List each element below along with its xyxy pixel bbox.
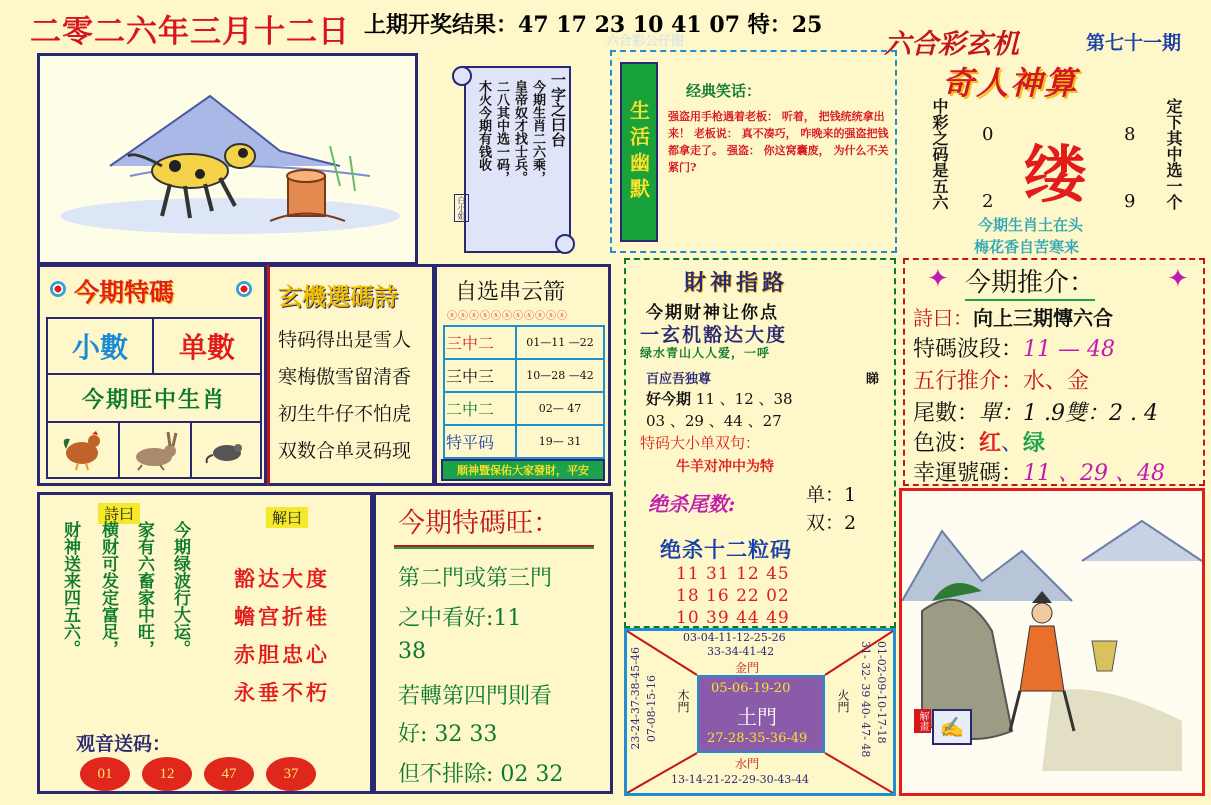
dog-stump-illustration xyxy=(40,56,415,262)
shiyue-box xyxy=(37,492,373,794)
wang-divider xyxy=(394,545,594,549)
target-icon-right xyxy=(236,281,252,297)
sparkle-icon-left: ✦ xyxy=(927,264,949,294)
tuijie-row-label: 詩曰： xyxy=(913,306,973,330)
poem-line-4: 双数合单灵码现 xyxy=(278,440,412,462)
qiren-title: 奇人神算 xyxy=(942,64,1079,102)
scroll-line-3: 二八其中选一码， xyxy=(494,80,509,184)
rat-icon xyxy=(203,435,249,465)
mu-door-label: 木門 xyxy=(676,689,690,713)
jin-nums-2: 33-34-41-42 xyxy=(707,645,775,658)
old-man-painting xyxy=(902,491,1202,793)
tuijie-row-label: 幸運號碼： xyxy=(913,461,1024,486)
sebo-green: 绿 xyxy=(1023,430,1046,456)
caishen-line6: 03 、29 、44 、27 xyxy=(646,412,782,430)
tuijie-row-label: 特碼波段： xyxy=(913,337,1024,362)
chuan-row xyxy=(444,359,604,392)
tuijie-row-weishu xyxy=(913,396,1158,427)
mu-nums-2: 23-24-37-38-45-46 xyxy=(629,647,642,750)
tuijie-row-poem xyxy=(913,302,1113,331)
last-result-label: 上期开奖结果： xyxy=(364,12,519,38)
tu-nums-bottom: 27-28-35-36-49 xyxy=(707,731,808,746)
huo-nums-1: 01-02-09-10-17-18 xyxy=(875,641,888,744)
special-label: 特： xyxy=(747,12,792,38)
wang-line-2: 之中看好:11 xyxy=(398,606,522,631)
wang-line-3: 38 xyxy=(398,639,426,664)
shiyue-label: 詩曰 xyxy=(98,503,140,524)
kill-row-1: 11 31 12 45 xyxy=(676,564,790,584)
painting-box xyxy=(899,488,1205,796)
target-icon-left xyxy=(50,281,66,297)
poem-line-3: 初生牛仔不怕虎 xyxy=(278,403,412,425)
chuan-row-label: 二中二 xyxy=(444,392,516,425)
dog-illustration-box xyxy=(37,53,418,265)
shui-nums: 13-14-21-22-29-30-43-44 xyxy=(671,773,809,786)
kill-row-2: 18 16 22 02 xyxy=(676,586,790,606)
wang-title: 今期特碼旺： xyxy=(398,508,560,539)
joke-heading: 经典笑话： xyxy=(686,82,762,100)
tuijie-row-wuxing xyxy=(913,364,1089,395)
chuan-row-label: 特平码 xyxy=(444,425,516,458)
chuan-row-label: 三中三 xyxy=(444,359,516,392)
chuan-row xyxy=(444,326,604,359)
tuijie-row-boduan xyxy=(913,332,1115,363)
kill-title: 绝杀十二粒码 xyxy=(660,537,792,562)
wang-line-5: 好: 32 33 xyxy=(398,722,498,747)
qiren-digit-br: 9 xyxy=(1124,191,1136,212)
caishen-line2: 一玄机豁达大度 xyxy=(640,324,788,346)
wang-cell xyxy=(46,373,262,423)
tema-box xyxy=(37,264,267,486)
basket-icon xyxy=(1092,641,1117,671)
tuijie-row-value: 水、金 xyxy=(1023,369,1090,394)
tuijie-row-sebo xyxy=(913,426,1045,457)
caishen-box xyxy=(624,258,896,628)
chuan-row-value: 10—28 —42 xyxy=(516,359,604,392)
caishen-line5 xyxy=(646,388,793,409)
caishen-title: 財神指路 xyxy=(684,270,789,296)
chuan-table xyxy=(443,325,605,459)
huo-nums-2: 31- 32- 39 40- 47- 48 xyxy=(859,641,872,758)
jieyue-label: 解曰 xyxy=(266,507,308,528)
scroll-seal: 白小姐 xyxy=(454,194,469,222)
scroll-line-1: 今期生肖二六乘， xyxy=(530,80,545,184)
qiren-left-text: 中彩之码是五六 xyxy=(930,98,949,210)
rat-cell xyxy=(190,421,262,479)
guanyin-ball: 01 xyxy=(80,757,130,791)
hand-writing-icon: ✍ xyxy=(932,709,972,745)
qiren-line2: 梅花香自苦寒来 xyxy=(974,238,1080,256)
tu-nums-top: 05-06-19-20 xyxy=(711,681,791,696)
poem-box xyxy=(267,264,435,486)
jin-door-label: 金門 xyxy=(735,661,760,675)
chuan-box xyxy=(434,264,611,486)
chuan-row-value: 19— 31 xyxy=(516,425,604,458)
small-label: 小數 xyxy=(71,331,128,364)
chuan-title: 自选串云箭 xyxy=(455,280,566,305)
guanyin-ball: 37 xyxy=(266,757,316,791)
tail-double: 双：2 xyxy=(806,512,857,534)
qiren-line1: 今期生肖土在头 xyxy=(978,216,1084,234)
chuan-arrows: ⓢⓢⓢⓢⓢⓢⓢⓢⓢⓢⓢ xyxy=(447,311,568,322)
last-result-numbers: 47 17 23 10 41 07 xyxy=(518,12,741,38)
watermark-text: 六合彩公仔图 xyxy=(606,34,685,49)
small-cell xyxy=(46,317,154,375)
chuan-footer: 顺神暨保佑大家發財，平安 xyxy=(441,459,605,481)
jin-nums-1: 03-04-11-12-25-26 xyxy=(683,631,786,644)
qiren-digit-tr: 8 xyxy=(1124,124,1136,145)
caishen-line1: 今期财神让你点 xyxy=(646,303,779,323)
joke-text: 强盗用手枪遇着老板： 听着， 把钱统统拿出来！ 老板说： 真不凑巧， 咋晚来的强盗把钱都拿走了。 强盗： 你这窝囊废， 为什么不关紧门? xyxy=(668,110,889,174)
caishen-line7: 特码大小单双句： xyxy=(640,434,761,452)
tuijie-row-label: 色波： xyxy=(913,431,980,456)
joke-vertical-title: 生活幽默 xyxy=(620,62,658,242)
guanyin-ball: 12 xyxy=(142,757,192,791)
brand-title: 六合彩玄机 xyxy=(884,29,1019,60)
tema-title: 今期特碼 xyxy=(74,278,175,307)
tuijie-row-lucky xyxy=(913,456,1165,487)
rooster-icon xyxy=(58,429,108,471)
scroll-panel xyxy=(440,62,595,257)
rooster-cell xyxy=(46,421,120,479)
center-door xyxy=(697,675,825,753)
jie-line-2: 蟾宫折桂 xyxy=(234,604,330,629)
joke-box xyxy=(610,50,897,253)
tuijie-row-value: 向上三期慱六合 xyxy=(973,306,1113,330)
caishen-line5b: 11 、12 、38 xyxy=(695,390,793,408)
wang-line-4: 若轉第四門則看 xyxy=(398,684,553,709)
tuijie-row-value: 11 、29 、48 xyxy=(1023,461,1165,486)
rabbit-cell xyxy=(118,421,192,479)
caishen-line8: 牛羊对冲中为特 xyxy=(676,459,774,475)
jie-line-4: 永垂不朽 xyxy=(234,680,330,705)
scroll-line-4: 木火今期有钱收 xyxy=(476,80,491,171)
huo-door-label: 火門 xyxy=(836,689,850,713)
chuan-row-label: 三中二 xyxy=(444,326,516,359)
tuijie-row-value: 11 — 48 xyxy=(1023,337,1115,362)
odd-label: 单數 xyxy=(178,331,235,364)
qiren-right-text: 定下其中选一个 xyxy=(1164,98,1183,210)
jie-line-3: 赤胆忠心 xyxy=(234,642,330,667)
date-title: 二零二六年三月十二日 xyxy=(30,14,350,50)
sebo-sep: 、 xyxy=(1001,431,1024,456)
tail-single: 单：1 xyxy=(806,484,857,506)
caishen-line5a: 好今期 xyxy=(646,390,692,408)
mu-nums-1: 07-08-15-16 xyxy=(645,675,658,743)
tuijie-row-label: 五行推介： xyxy=(913,369,1024,394)
tuijie-row-value: 單：1 .9雙：2 . 4 xyxy=(979,401,1158,426)
jiehua-label: 解畫 xyxy=(914,709,931,733)
rabbit-icon xyxy=(128,429,182,471)
special-number: 25 xyxy=(791,12,823,38)
wang-label: 今期旺中生肖 xyxy=(81,386,226,413)
chuan-row-value: 01—11 —22 xyxy=(516,326,604,359)
caishen-line4b: 睇 xyxy=(866,372,880,387)
poem-line-2: 寒梅傲雪留清香 xyxy=(278,366,412,388)
sebo-red: 红 xyxy=(979,430,1002,456)
qiren-digit-bl: 2 xyxy=(982,191,994,212)
doors-box xyxy=(624,628,896,796)
issue-number: 第七十一期 xyxy=(1086,32,1182,54)
guanyin-ball: 47 xyxy=(204,757,254,791)
poem-line-1: 特码得出是雪人 xyxy=(278,329,412,351)
jie-line-1: 豁达大度 xyxy=(234,566,330,591)
chuan-row xyxy=(444,392,604,425)
scroll-title: 一字之曰台 xyxy=(549,72,567,147)
wang-box xyxy=(373,492,613,794)
wang-line-6: 但不排除: 02 32 xyxy=(398,762,564,787)
scroll-line-2: 皇帝奴才找士兵。 xyxy=(512,80,527,184)
sparkle-icon-right: ✦ xyxy=(1167,264,1189,294)
odd-cell xyxy=(152,317,262,375)
wang-line-1: 第二門或第三門 xyxy=(398,566,553,591)
caishen-line4a: 百应吾独尊 xyxy=(646,372,712,387)
tu-door-label: 土門 xyxy=(737,705,777,729)
shi-column-2: 家有六畜家中旺， xyxy=(134,521,154,657)
chuan-row xyxy=(444,425,604,458)
guanyin-label: 观音送码： xyxy=(76,733,172,755)
tuijie-row-label: 尾數： xyxy=(913,401,980,426)
qiren-digit-tl: 0 xyxy=(982,124,994,145)
shi-column-3: 横财可发定富足， xyxy=(98,521,118,657)
tuijie-box xyxy=(903,258,1205,486)
tail-label: 绝杀尾数: xyxy=(648,492,736,516)
last-result xyxy=(364,8,822,39)
shui-door-label: 水門 xyxy=(735,757,760,771)
poem-title: 玄機選碼詩 xyxy=(278,282,398,311)
tuijie-title: 今期推介： xyxy=(965,262,1095,301)
chuan-row-value: 02— 47 xyxy=(516,392,604,425)
shi-column-1: 今期绿波行大运。 xyxy=(170,521,190,657)
shi-column-4: 财神送来四五六。 xyxy=(60,521,80,657)
qiren-center-char: 缕 xyxy=(1024,138,1087,211)
caishen-line3: 绿水青山人人爱，一呼 xyxy=(640,346,771,360)
kill-row-3: 10 39 44 49 xyxy=(676,608,790,628)
